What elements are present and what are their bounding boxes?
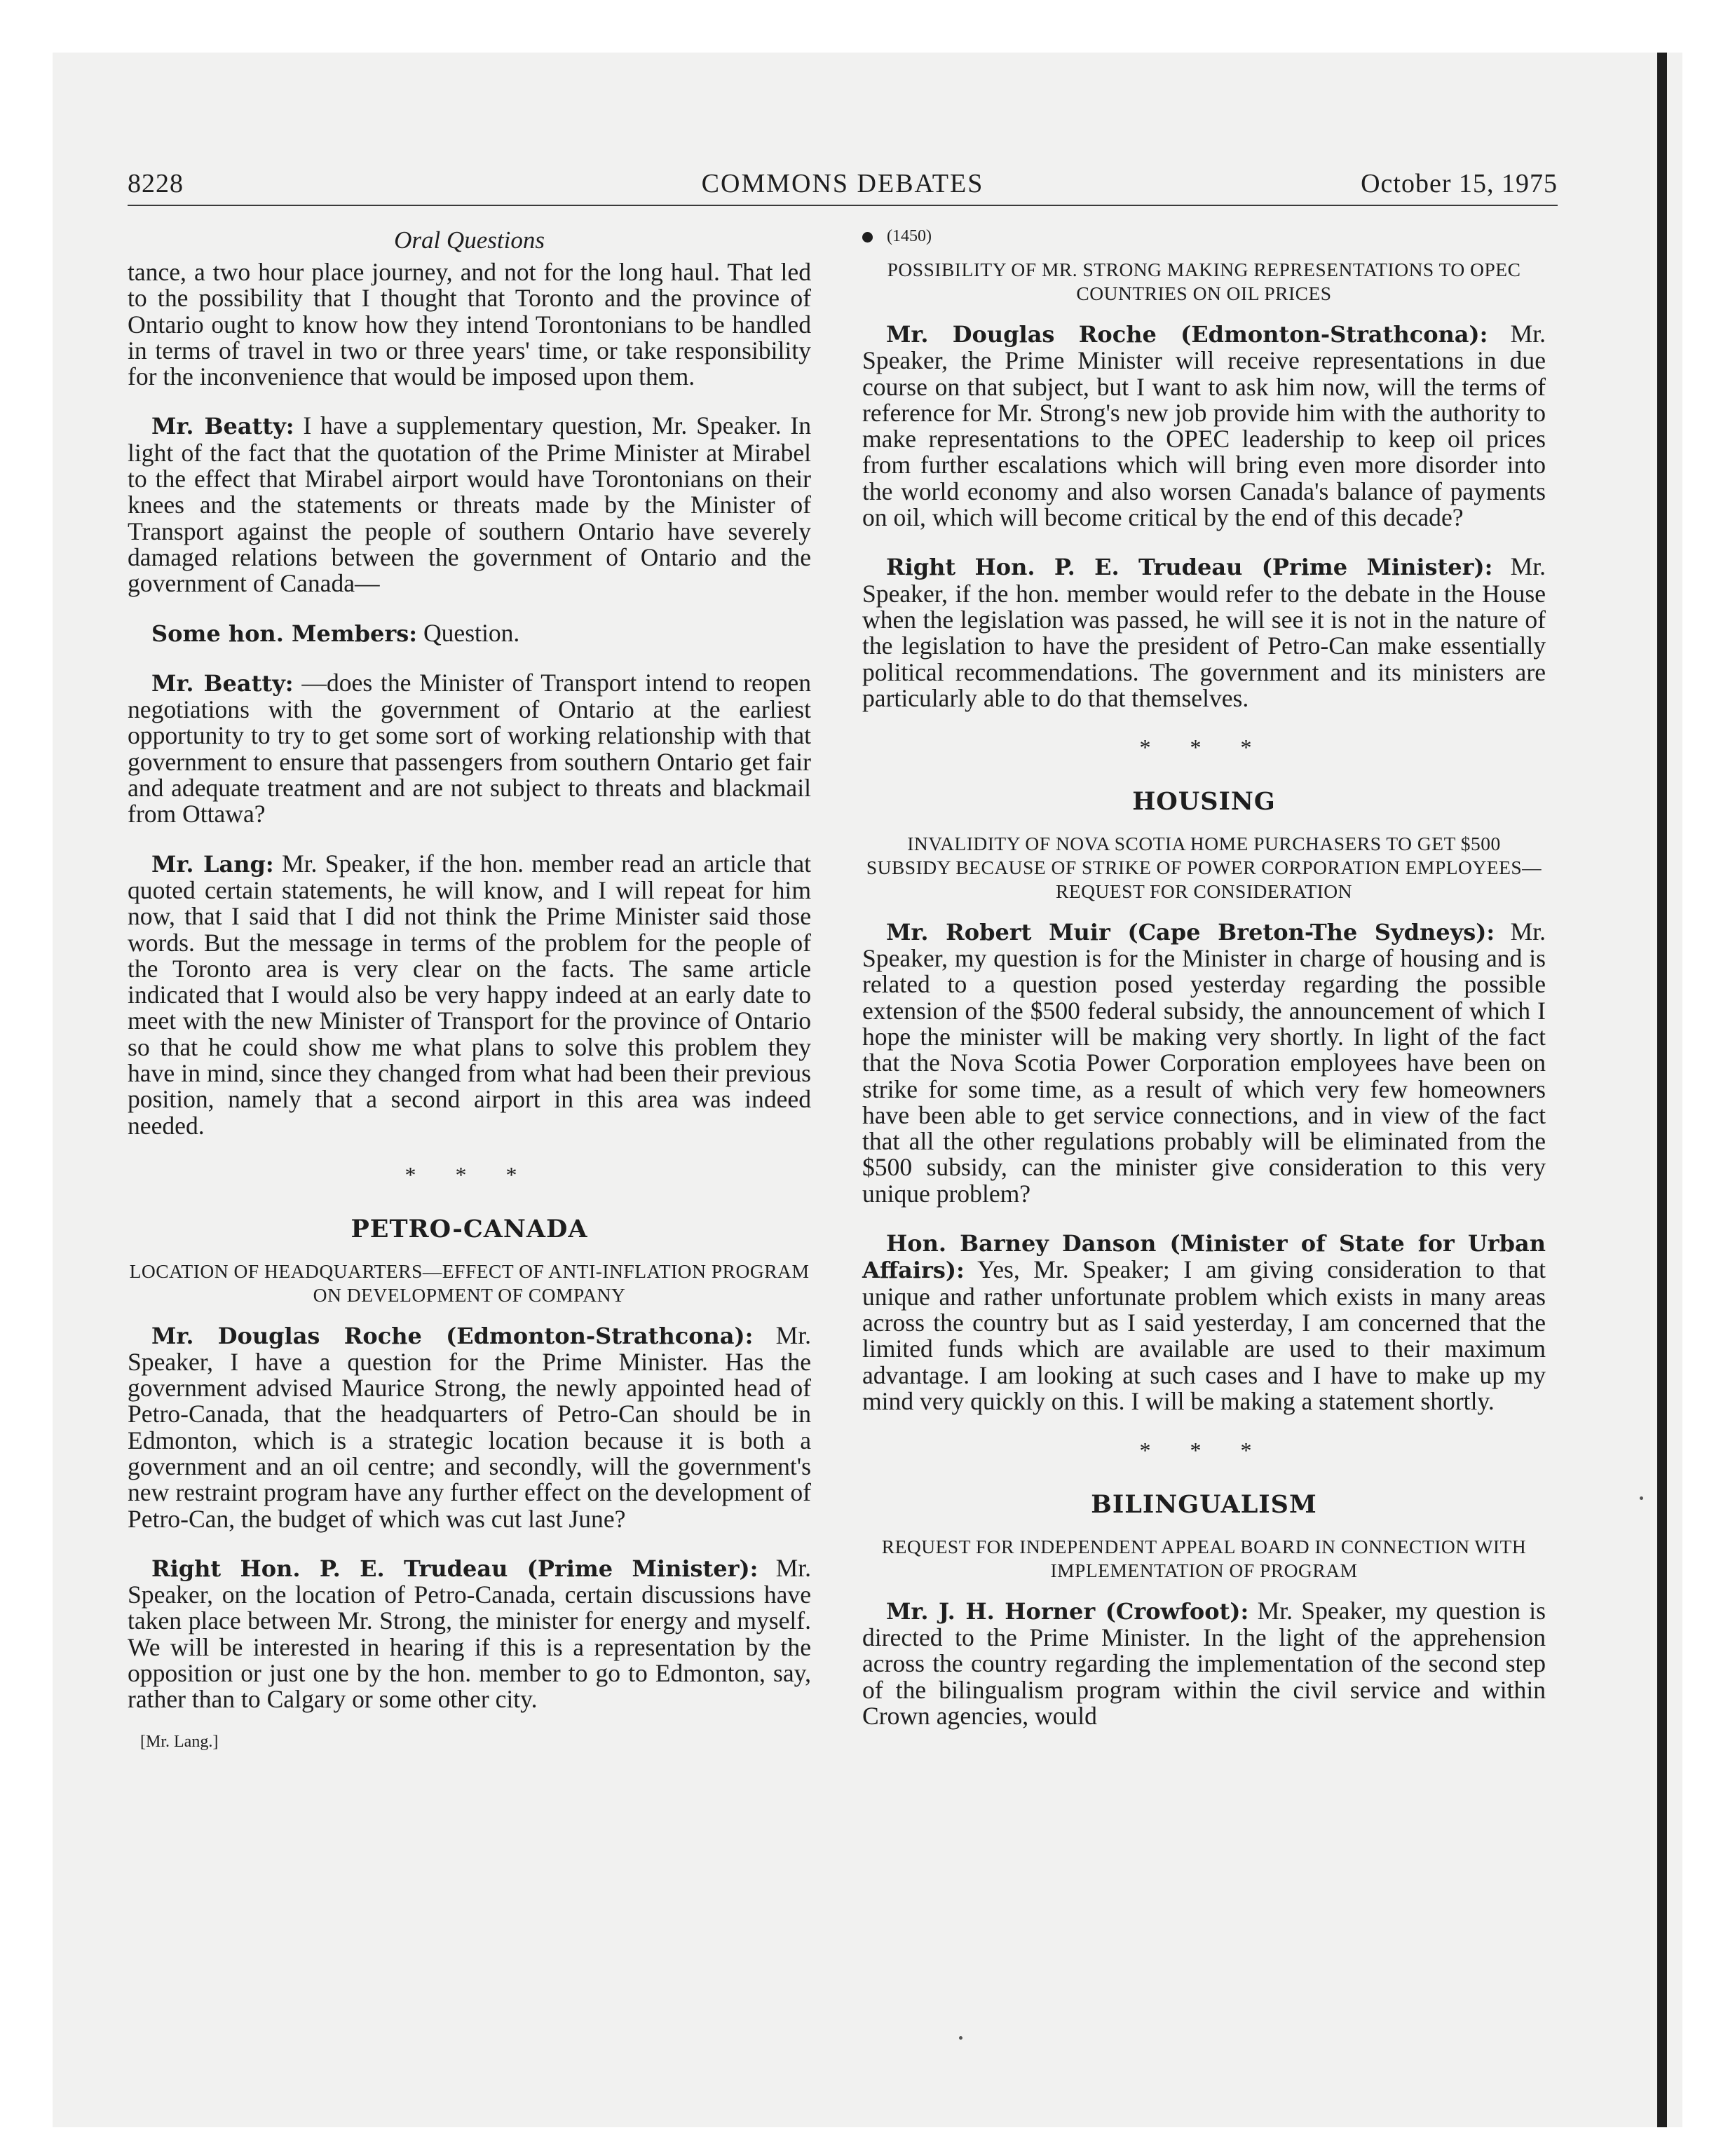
- page-number: 8228: [128, 169, 184, 198]
- section-heading: BILINGUALISM: [1091, 1490, 1317, 1520]
- paragraph: [128, 620, 811, 647]
- speaker-name: Mr. J. H. Horner (Crowfoot):: [886, 1597, 1249, 1625]
- speaker-name: Mr. Douglas Roche (Edmonton-Strathcona):: [886, 321, 1488, 348]
- section-separator: * * *: [404, 1161, 534, 1187]
- speaker-name: Mr. Lang:: [151, 850, 274, 878]
- bullet-icon: [862, 232, 873, 243]
- timestamp-text: (1450): [887, 227, 932, 245]
- paragraph: [862, 919, 1546, 1207]
- paragraph: [862, 554, 1546, 711]
- paragraph: [128, 413, 811, 596]
- speaker-name: Right Hon. P. E. Trudeau (Prime Minister):: [886, 554, 1493, 581]
- running-head: [128, 168, 1558, 206]
- speech-text: Yes, Mr. Speaker; I am giving consideration to that unique and rather unfortunate problem which exists in many areas across the country but as I said yesterday, I am concerned that the limited funds which are available are used to their maximum advantage. I am looking at such cases and I have to make up my mind very quickly on this. I will be making a statement shortly.: [862, 1255, 1546, 1415]
- scan-speck: [959, 2036, 962, 2040]
- speaker-name: Hon. Barney Danson (Minister of State for Urban Affairs):: [862, 1230, 1546, 1284]
- section-label: Oral Questions: [394, 226, 545, 254]
- section-subheading: REQUEST FOR INDEPENDENT APPEAL BOARD IN CONNECTION WITH IMPLEMENTATION OF PROGRAM: [881, 1535, 1527, 1581]
- section-separator: * * *: [1139, 735, 1269, 760]
- paragraph: [128, 670, 811, 828]
- paragraph: [862, 321, 1546, 531]
- speaker-name: Mr. Beatty:: [151, 669, 294, 697]
- speaker-footnote: [Mr. Lang.]: [140, 1732, 219, 1751]
- page-date: October 15, 1975: [1361, 169, 1558, 198]
- paragraph: [128, 1555, 811, 1713]
- speech-text: Mr. Speaker, my question is directed to the Prime Minister. In the light of the apprehension across the country regarding the implementation of the second step of the bilingualism program within the civil service and within Crown agencies, would: [862, 1596, 1546, 1730]
- section-subheading: LOCATION OF HEADQUARTERS—EFFECT OF ANTI-INFLATION PROGRAM ON DEVELOPMENT OF COMPANY: [129, 1260, 810, 1306]
- section-heading: HOUSING: [1132, 787, 1276, 817]
- paragraph: [128, 1323, 811, 1532]
- speaker-name: Some hon. Members:: [151, 620, 418, 647]
- section-heading: PETRO-CANADA: [351, 1215, 588, 1244]
- paragraph: tance, a two hour place journey, and not for the long haul. That led to the possibility that I thought that Toronto and the province of Ontario ought to know how they intend Torontonians to be handled in terms of travel in two or three years' time, or take responsibility for the inconvenience that would be imposed upon them.: [128, 258, 811, 391]
- speech-text: —does the Minister of Transport intend to reopen negotiations with the government of Ontario at the earliest opportunity to try to get some sort of working relationship with that government to ensure that passengers from southern Ontario get fair and adequate treatment and are not subject to threats and blackmail from Ottawa?: [128, 668, 811, 828]
- section-separator: * * *: [1139, 1438, 1269, 1464]
- speech-text: Question.: [423, 618, 520, 647]
- speaker-name: Mr. Robert Muir (Cape Breton-The Sydneys):: [886, 918, 1495, 946]
- paragraph: [862, 1230, 1546, 1414]
- speaker-name: Mr. Beatty:: [151, 413, 294, 440]
- speech-text: I have a supplementary question, Mr. Speaker. In light of the fact that the quotation of the Prime Minister at Mirabel to the effect that Mirabel airport would have Torontonians on their knees and the statements or threats made by the Minister of Transport against the people of southern Ontario have severely damaged relations between the government of Ontario and the government of Canada—: [128, 411, 811, 598]
- speech-text: Mr. Speaker, the Prime Minister will receive representations in due course on that subject, but I want to ask him now, will the terms of reference for Mr. Strong's new job provide him with the authority to make representations to the OPEC leadership to keep oil prices from further escalations which will bring even more disorder into the world economy and also worsen Canada's balance of payments on oil, which will become critical by the end of this decade?: [862, 320, 1546, 532]
- speech-text: Mr. Speaker, I have a question for the Prime Minister. Has the government advised Maurice Strong, the newly appointed head of Petro-Canada, that the headquarters of Petro-Can should be in Edmonton, which is a strategic location because it is both a government and an oil centre; and secondly, will the government's new restraint program have any further effect on the development of Petro-Can, the budget of which was cut last June?: [128, 1321, 811, 1533]
- hansard-page: [128, 168, 1558, 1963]
- speech-text: Mr. Speaker, if the hon. member would refer to the debate in the House when the legislation was passed, he will see it is not in the nature of the legislation to have the president of Petro-Can make essentially political recommendations. The government and its ministers are particularly able to do that themselves.: [862, 552, 1546, 712]
- speech-text: Mr. Speaker, if the hon. member read an article that quoted certain statements, he will know, and I will repeat for him now, that I said that I did not think the Prime Minister said those words. But the message in terms of the problem for the people of the Toronto area is very clear on the facts. The same article indicated that I would also be very happy indeed at an early date to meet with the new Minister of Transport for the province of Ontario so that he could show me what plans to solve this problem they have in mind, since they changed from what had been their previous position, namely that a second airport in this area was indeed needed.: [128, 849, 811, 1140]
- section-subheading: INVALIDITY OF NOVA SCOTIA HOME PURCHASERS TO GET $500 SUBSIDY BECAUSE OF STRIKE OF POWER CORPORATION EMPLOYEES—REQUEST FOR CONSIDERATION: [866, 832, 1542, 902]
- timestamp: [862, 224, 1546, 248]
- paragraph: [128, 851, 811, 1139]
- right-column: [862, 224, 1546, 1752]
- paragraph: [862, 1598, 1546, 1729]
- scan-speck: [1640, 1496, 1643, 1500]
- speech-text: Mr. Speaker, my question is for the Minister in charge of housing and is related to a question posed yesterday regarding the possible extension of the $500 federal subsidy, the announcement of which I hope the minister will be making very shortly. In light of the fact that the Nova Scotia Power Corporation employees have been on strike for some time, as a result of which very few homeowners have been able to get service connections, and in view of the fact that all the other regulations probably will be eliminated from the $500 subsidy, can the minister give consideration to this very unique problem?: [862, 917, 1546, 1208]
- scan-edge-shadow: [1657, 53, 1667, 2127]
- section-subheading: POSSIBILITY OF MR. STRONG MAKING REPRESENTATIONS TO OPEC COUNTRIES ON OIL PRICES: [887, 259, 1521, 304]
- speech-text: Mr. Speaker, on the location of Petro-Canada, certain discussions have taken place between Mr. Strong, the minister for energy and myself. We will be interested in hearing if this is a representation by the opposition or just one by the hon. member to go to Edmonton, say, rather than to Calgary or some other city.: [128, 1553, 811, 1714]
- left-column: [128, 224, 811, 1755]
- speaker-name: Right Hon. P. E. Trudeau (Prime Minister):: [151, 1555, 758, 1582]
- publication-title: COMMONS DEBATES: [701, 169, 984, 198]
- speaker-name: Mr. Douglas Roche (Edmonton-Strathcona):: [151, 1322, 754, 1349]
